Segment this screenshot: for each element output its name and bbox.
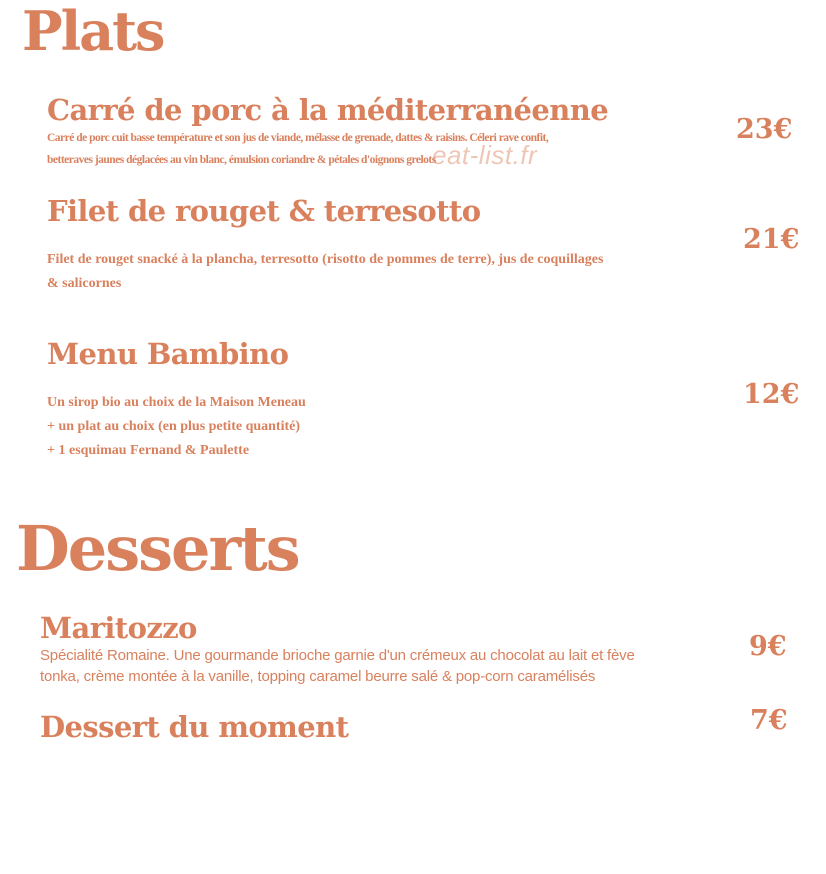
price-maritozzo: 9€ bbox=[749, 631, 787, 662]
description-line: + un plat au choix (en plus petite quantité) bbox=[47, 419, 301, 434]
desserts-section-title: Desserts bbox=[16, 512, 299, 585]
dish-name-menu-bambino: Menu Bambino bbox=[47, 337, 289, 371]
price-menu-bambino: 12€ bbox=[743, 379, 800, 410]
dish-description-filet-de-rouget bbox=[47, 248, 603, 296]
price-filet-de-rouget: 21€ bbox=[743, 224, 800, 255]
description-line: & salicornes bbox=[47, 276, 122, 291]
plats-section-title: Plats bbox=[22, 0, 164, 63]
price-dessert-du-moment: 7€ bbox=[750, 705, 788, 736]
price-carre-de-porc: 23€ bbox=[736, 114, 793, 145]
description-line: Un sirop bio au choix de la Maison Meneau bbox=[47, 395, 306, 410]
dish-name-filet-de-rouget: Filet de rouget & terresotto bbox=[47, 194, 481, 228]
dessert-name-maritozzo: Maritozzo bbox=[40, 611, 197, 645]
description-line: + 1 esquimau Fernand & Paulette bbox=[47, 443, 250, 458]
description-line: tonka, crème montée à la vanille, topping caramel beurre salé & pop-corn caramélisés bbox=[40, 668, 596, 685]
description-line: Filet de rouget snacké à la plancha, terresotto (risotto de pommes de terre), jus de coquillages bbox=[47, 252, 604, 267]
dessert-name-dessert-du-moment: Dessert du moment bbox=[40, 710, 349, 744]
description-line: Carré de porc cuit basse température et son jus de viande, mélasse de grenade, dattes & raisins. Céleri rave confit, bbox=[47, 132, 549, 144]
description-line: betteraves jaunes déglacées au vin blanc, émulsion coriandre & pétales d'oignons grelots bbox=[47, 154, 436, 166]
description-line: Spécialité Romaine. Une gourmande brioche garnie d'un crémeux au chocolat au lait et fève bbox=[40, 647, 635, 664]
watermark-text: eat-list.fr bbox=[432, 140, 538, 170]
dessert-description-maritozzo bbox=[40, 645, 635, 687]
dish-description-menu-bambino bbox=[47, 391, 306, 463]
dish-name-carre-de-porc: Carré de porc à la méditerranéenne bbox=[47, 93, 609, 127]
